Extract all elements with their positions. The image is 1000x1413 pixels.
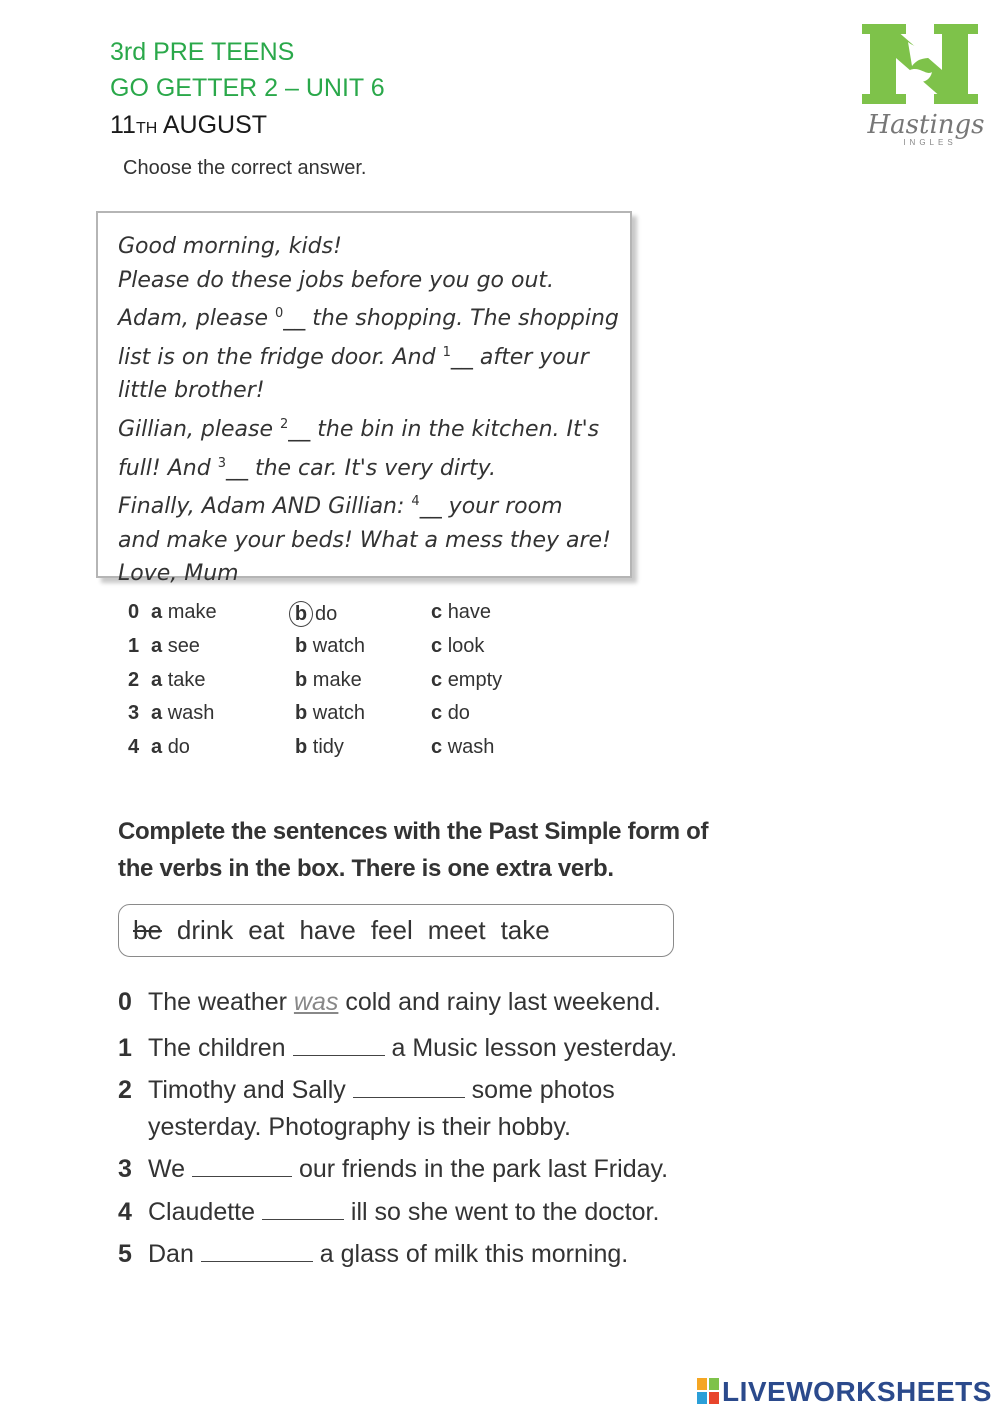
liveworksheets-icon bbox=[697, 1378, 719, 1404]
option-letter: c bbox=[431, 736, 443, 758]
option-word: tidy bbox=[312, 736, 344, 758]
verb-drink: drink bbox=[176, 915, 234, 945]
option-c[interactable] bbox=[431, 669, 502, 692]
sentence-text: Claudette bbox=[148, 1198, 262, 1226]
note-line bbox=[118, 297, 628, 336]
option-letter: a bbox=[151, 736, 163, 758]
option-a[interactable] bbox=[151, 669, 206, 692]
option-letter: b bbox=[295, 635, 308, 657]
sentence-text: a Music lesson yesterday. bbox=[384, 1034, 678, 1062]
sentence-text: Timothy and Sally bbox=[148, 1076, 353, 1104]
option-a[interactable] bbox=[151, 601, 217, 624]
answer-blank[interactable] bbox=[262, 1197, 344, 1220]
note-segment: Finally, Adam AND Gillian: bbox=[118, 494, 412, 520]
option-b[interactable] bbox=[295, 669, 362, 692]
answer-blank[interactable] bbox=[201, 1239, 313, 1262]
sentence-number: 5 bbox=[118, 1240, 132, 1268]
option-word: take bbox=[167, 669, 206, 691]
option-c[interactable] bbox=[431, 601, 491, 624]
sentence-text: The children bbox=[148, 1034, 293, 1062]
date-month: AUGUST bbox=[162, 111, 268, 139]
logo-word: Hastings bbox=[867, 110, 985, 140]
note-segment: __ after your bbox=[450, 344, 589, 370]
verb-meet: meet bbox=[427, 915, 486, 945]
sentence bbox=[118, 1113, 571, 1142]
note-line bbox=[118, 557, 628, 591]
date-suffix: TH bbox=[135, 120, 158, 137]
answer-blank[interactable] bbox=[353, 1075, 465, 1098]
note-line bbox=[118, 408, 628, 447]
question-number: 2 bbox=[128, 669, 140, 691]
option-c[interactable] bbox=[431, 736, 494, 759]
option-word: make bbox=[167, 601, 217, 623]
sentence-text: yesterday. Photography is their hobby. bbox=[148, 1113, 571, 1141]
sentence-text: Dan bbox=[148, 1240, 201, 1268]
class-title: 3rd PRE TEENS bbox=[110, 38, 295, 66]
sentence-text: cold and rainy last weekend. bbox=[338, 988, 661, 1016]
note-segment: full! And bbox=[118, 455, 218, 481]
sentence-text: We bbox=[148, 1155, 192, 1183]
option-word: see bbox=[167, 635, 200, 657]
sentence-text: ill so she went to the doctor. bbox=[343, 1198, 660, 1226]
gap-number: 0 bbox=[275, 306, 284, 322]
sentence-number: 0 bbox=[118, 988, 132, 1016]
sentence bbox=[118, 1197, 659, 1227]
note-segment: Please do these jobs before you go out. bbox=[118, 267, 555, 293]
sentence-text: our friends in the park last Friday. bbox=[292, 1155, 669, 1183]
option-letter: a bbox=[151, 669, 163, 691]
note-segment: Adam, please bbox=[118, 306, 275, 332]
gap-number: 4 bbox=[411, 494, 420, 510]
answer-blank[interactable] bbox=[293, 1033, 385, 1056]
note-line bbox=[118, 524, 628, 558]
note-segment: __ the shopping. The shopping bbox=[283, 306, 619, 332]
liveworksheets-brand: LIVEWORKSHEETS bbox=[722, 1376, 992, 1407]
question-number: 4 bbox=[128, 736, 140, 758]
date bbox=[110, 110, 267, 144]
sentence-number: 2 bbox=[118, 1076, 132, 1104]
sentence bbox=[118, 1239, 628, 1269]
sentence-number: 4 bbox=[118, 1198, 132, 1226]
gap-number: 3 bbox=[217, 455, 226, 471]
note-segment: Good morning, kids! bbox=[118, 234, 342, 259]
option-b[interactable] bbox=[295, 635, 365, 658]
option-c[interactable] bbox=[431, 702, 470, 725]
question-number: 0 bbox=[128, 601, 140, 623]
option-letter: b bbox=[295, 669, 308, 691]
sentence-number: 3 bbox=[118, 1155, 132, 1183]
option-word: empty bbox=[447, 669, 503, 691]
option-letter: a bbox=[151, 635, 163, 657]
note-segment: __ your room bbox=[419, 494, 563, 520]
note-line bbox=[118, 447, 628, 486]
option-letter: a bbox=[151, 702, 163, 724]
option-a[interactable] bbox=[151, 702, 214, 725]
note-text bbox=[118, 230, 628, 591]
option-letter: c bbox=[431, 669, 443, 691]
option-word: do bbox=[315, 603, 338, 625]
note-segment: and make your beds! What a mess they are! bbox=[118, 527, 611, 553]
answer-blank[interactable] bbox=[192, 1154, 292, 1177]
option-letter: a bbox=[151, 601, 163, 623]
sentence bbox=[118, 988, 661, 1017]
note-segment: list is on the fridge door. And bbox=[118, 344, 443, 370]
exercise1-instruction: Choose the correct answer. bbox=[123, 157, 367, 179]
verb-list bbox=[133, 915, 565, 946]
verb-eat: eat bbox=[248, 915, 285, 945]
option-a[interactable] bbox=[151, 635, 200, 658]
option-word: watch bbox=[312, 702, 366, 724]
sentence bbox=[118, 1075, 615, 1105]
option-letter: c bbox=[431, 601, 443, 623]
unit-title: GO GETTER 2 – UNIT 6 bbox=[110, 74, 385, 102]
sentence-text: a glass of milk this morning. bbox=[312, 1240, 629, 1268]
note-segment: little brother! bbox=[118, 378, 265, 404]
verb-feel: feel bbox=[370, 915, 413, 945]
sentence bbox=[118, 1154, 668, 1184]
option-word: do bbox=[447, 702, 470, 724]
option-word: do bbox=[167, 736, 190, 758]
option-c[interactable] bbox=[431, 635, 484, 658]
sentence-text: some photos bbox=[464, 1076, 615, 1104]
example-answer: was bbox=[293, 988, 339, 1016]
verb-be: be bbox=[133, 915, 162, 945]
verb-take: take bbox=[500, 915, 550, 945]
option-word: make bbox=[312, 669, 362, 691]
note-line bbox=[118, 264, 628, 298]
question-number: 3 bbox=[128, 702, 140, 724]
option-letter: c bbox=[431, 635, 443, 657]
note-segment: Love, Mum bbox=[118, 561, 239, 587]
option-a[interactable] bbox=[151, 736, 190, 759]
option-letter: b bbox=[295, 736, 308, 758]
option-word: watch bbox=[312, 635, 366, 657]
option-word: wash bbox=[167, 702, 215, 724]
note-line bbox=[118, 336, 628, 375]
option-b[interactable] bbox=[295, 736, 344, 759]
note-segment: __ the car. It's very dirty. bbox=[225, 455, 496, 481]
option-b[interactable] bbox=[295, 601, 337, 627]
question-number: 1 bbox=[128, 635, 140, 657]
note-segment: Gillian, please bbox=[118, 416, 280, 442]
option-letter: b bbox=[295, 702, 308, 724]
logo-subtitle: INGLES bbox=[903, 138, 957, 147]
option-word: have bbox=[447, 601, 492, 623]
date-day: 11 bbox=[110, 111, 136, 139]
gap-number: 1 bbox=[442, 344, 451, 360]
note-line bbox=[118, 230, 628, 264]
option-b[interactable] bbox=[295, 702, 365, 725]
note-segment: __ the bin in the kitchen. It's bbox=[288, 416, 600, 442]
option-letter: c bbox=[431, 702, 443, 724]
note-line bbox=[118, 485, 628, 524]
verb-have: have bbox=[299, 915, 356, 945]
sentence-number: 1 bbox=[118, 1034, 132, 1062]
exercise2-instruction: Complete the sentences with the Past Simple form of the verbs in the box. There is one extra verb. bbox=[118, 818, 709, 882]
option-letter: b bbox=[289, 601, 313, 627]
sentence-text: The weather bbox=[148, 988, 294, 1016]
gap-number: 2 bbox=[280, 416, 289, 432]
sentence bbox=[118, 1033, 677, 1063]
option-word: look bbox=[447, 635, 485, 657]
note-line bbox=[118, 374, 628, 408]
option-word: wash bbox=[447, 736, 495, 758]
